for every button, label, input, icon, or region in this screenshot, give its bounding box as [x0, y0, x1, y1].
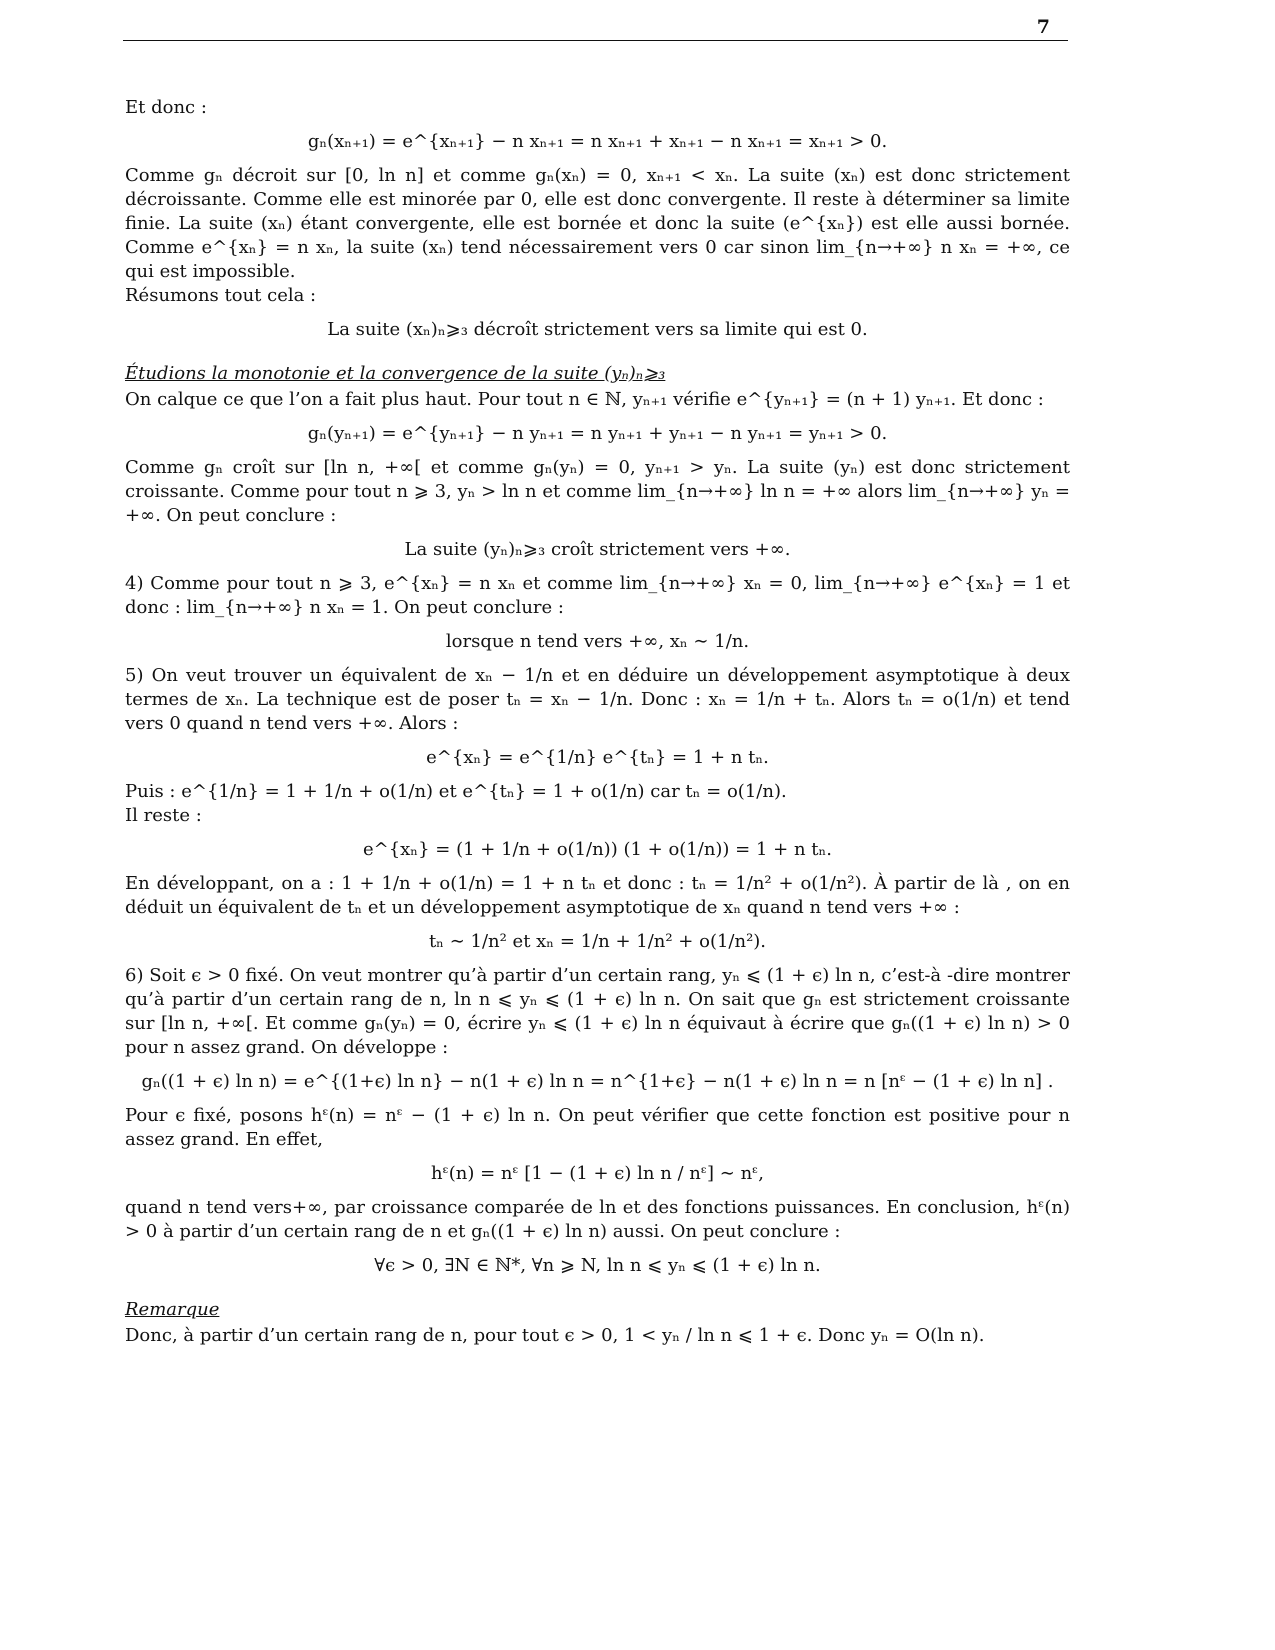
- page-content: [125, 96, 1070, 1348]
- paragraph: 4) Comme pour tout n ⩾ 3, e^{xₙ} = n xₙ et comme lim_{n→+∞} xₙ = 0, lim_{n→+∞} e^{xₙ} = 1 et donc : lim_{n→+∞} n xₙ = 1. On peut conclure :: [125, 573, 1070, 618]
- paragraph: On calque ce que l’on a fait plus haut. Pour tout n ∈ ℕ, yₙ₊₁ vérifie e^{yₙ₊₁} = (n + 1) yₙ₊₁. Et donc :: [125, 389, 1044, 410]
- paragraph: Et donc :: [125, 97, 207, 118]
- paragraph: Comme gₙ décroit sur [0, ln n] et comme gₙ(xₙ) = 0, xₙ₊₁ < xₙ. La suite (xₙ) est donc strictement décroissante. Comme elle est minorée par 0, elle est donc convergente. Il reste à déterminer sa limite finie. La suite (xₙ) étant convergente, elle est bornée et donc la suite (e^{xₙ}) est elle aussi bornée. Comme e^{xₙ} = n xₙ, la suite (xₙ) tend nécessairement vers 0 car sinon lim_{n→+∞} n xₙ = +∞, ce qui est impossible.: [125, 165, 1070, 282]
- paragraph: Donc, à partir d’un certain rang de n, pour tout ϵ > 0, 1 < yₙ / ln n ⩽ 1 + ϵ. Donc yₙ = O(ln n).: [125, 1325, 985, 1346]
- paragraph: Puis : e^{1/n} = 1 + 1/n + o(1/n) et e^{tₙ} = 1 + o(1/n) car tₙ = o(1/n).: [125, 781, 787, 802]
- paragraph: En développant, on a : 1 + 1/n + o(1/n) = 1 + n tₙ et donc : tₙ = 1/n² + o(1/n²). À partir de là , on en déduit un équivalent de tₙ et un développement asymptotique de xₙ quand n tend vers +∞ :: [125, 873, 1070, 918]
- paragraph: Pour ϵ fixé, posons hᵋ(n) = nᵋ − (1 + ϵ) ln n. On peut vérifier que cette fonction est positive pour n assez grand. En effet,: [125, 1105, 1070, 1150]
- result-statement: lorsque n tend vers +∞, xₙ ∼ 1/n.: [445, 631, 750, 652]
- header-rule: [123, 40, 1068, 41]
- equation: hᵋ(n) = nᵋ [1 − (1 + ϵ) ln n / nᵋ] ∼ nᵋ,: [430, 1163, 765, 1184]
- equation: gₙ(xₙ₊₁) = e^{xₙ₊₁} − n xₙ₊₁ = n xₙ₊₁ + xₙ₊₁ − n xₙ₊₁ = xₙ₊₁ > 0.: [307, 131, 888, 152]
- paragraph: 5) On veut trouver un équivalent de xₙ − 1/n et en déduire un développement asymptotique à deux termes de xₙ. La technique est de poser tₙ = xₙ − 1/n. Donc : xₙ = 1/n + tₙ. Alors tₙ = o(1/n) et tend vers 0 quand n tend vers +∞. Alors :: [125, 665, 1070, 734]
- result-statement: La suite (xₙ)ₙ⩾₃ décroît strictement vers sa limite qui est 0.: [327, 319, 868, 340]
- result-statement: ∀ϵ > 0, ∃N ∈ ℕ*, ∀n ⩾ N, ln n ⩽ yₙ ⩽ (1 + ϵ) ln n.: [374, 1255, 821, 1276]
- paragraph: Comme gₙ croît sur [ln n, +∞[ et comme gₙ(yₙ) = 0, yₙ₊₁ > yₙ. La suite (yₙ) est donc strictement croissante. Comme pour tout n ⩾ 3, yₙ > ln n et comme lim_{n→+∞} ln n = +∞ alors lim_{n→+∞} yₙ = +∞. On peut conclure :: [125, 457, 1070, 526]
- equation: gₙ((1 + ϵ) ln n) = e^{(1+ϵ) ln n} − n(1 + ϵ) ln n = n^{1+ϵ} − n(1 + ϵ) ln n = n [nᵋ − (1 + ϵ) ln n] .: [141, 1071, 1054, 1092]
- equation: gₙ(yₙ₊₁) = e^{yₙ₊₁} − n yₙ₊₁ = n yₙ₊₁ + yₙ₊₁ − n yₙ₊₁ = yₙ₊₁ > 0.: [307, 423, 888, 444]
- paragraph: Résumons tout cela :: [125, 285, 317, 306]
- equation: e^{xₙ} = (1 + 1/n + o(1/n)) (1 + o(1/n)) = 1 + n tₙ.: [362, 839, 833, 860]
- result-statement: La suite (yₙ)ₙ⩾₃ croît strictement vers +∞.: [404, 539, 791, 560]
- paragraph: quand n tend vers+∞, par croissance comparée de ln et des fonctions puissances. En conclusion, hᵋ(n) > 0 à partir d’un certain rang de n et gₙ((1 + ϵ) ln n) aussi. On peut conclure :: [125, 1197, 1070, 1242]
- remark-heading: Remarque: [125, 1299, 220, 1320]
- section-heading: Étudions la monotonie et la convergence de la suite (yₙ)ₙ⩾₃: [125, 363, 666, 384]
- equation: tₙ ∼ 1/n² et xₙ = 1/n + 1/n² + o(1/n²).: [428, 931, 767, 952]
- equation: e^{xₙ} = e^{1/n} e^{tₙ} = 1 + n tₙ.: [426, 747, 769, 768]
- paragraph: 6) Soit ϵ > 0 fixé. On veut montrer qu’à partir d’un certain rang, yₙ ⩽ (1 + ϵ) ln n, c’est-à -dire montrer qu’à partir d’un certain rang de n, ln n ⩽ yₙ ⩽ (1 + ϵ) ln n. On sait que gₙ est strictement croissante sur [ln n, +∞[. Et comme gₙ(yₙ) = 0, écrire yₙ ⩽ (1 + ϵ) ln n équivaut à écrire que gₙ((1 + ϵ) ln n) > 0 pour n assez grand. On développe :: [125, 965, 1070, 1058]
- page-number: 7: [1036, 16, 1050, 38]
- paragraph: Il reste :: [125, 805, 202, 826]
